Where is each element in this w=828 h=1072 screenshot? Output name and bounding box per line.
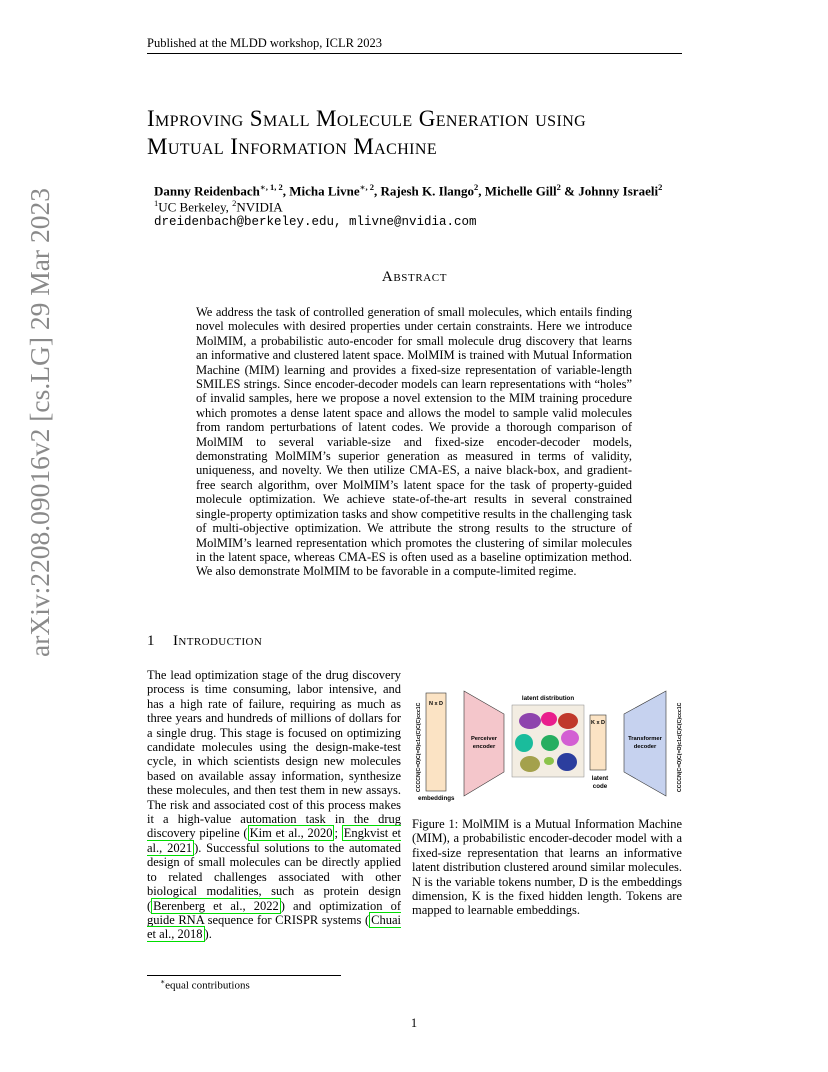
cluster-blue bbox=[557, 753, 577, 771]
author-affiliation-mark: ∗, 2 bbox=[359, 182, 374, 192]
footnote-mark: ∗ bbox=[160, 977, 166, 986]
latent-distribution-label: latent distribution bbox=[521, 695, 575, 702]
cluster-pink bbox=[541, 712, 557, 726]
output-smiles-label: CCCCN(C=O)C(=O)c1c(C)C(C)ccc1C bbox=[677, 702, 683, 792]
decoder-label-line-2: decoder bbox=[633, 744, 657, 750]
introduction-paragraph bbox=[147, 668, 401, 942]
arxiv-identifier: arXiv:2208.09016v2 [cs.LG] 29 Mar 2023 bbox=[24, 188, 55, 657]
embeddings-box bbox=[426, 693, 446, 791]
running-header: Published at the MLDD workshop, ICLR 2023 bbox=[147, 36, 383, 50]
abstract-body: We address the task of controlled generation of small molecules, which entails finding novel molecules with desired properties under certain constraints. Here we introduce MolMIM, a probabilistic auto-encoder for small molecule drug discovery that learns an informative and clustered latent space. MolMIM is trained with Mutual Information Machine (MIM) learning and provides a fixed-size representation of variable-length SMILES strings. Since encoder-decoder models can learn representations with “holes” of invalid samples, here we propose a novel extension to the MIM training procedure which promotes a dense latent space and allows the model to sample valid molecules from random perturbations of latent codes. We provide a thorough comparison of MolMIM to several variable-size and fixed-size encoder-decoder models, demonstrating MolMIM’s superior generation as measured in terms of validity, uniqueness, and novelty. We then utilize CMA-ES, a naive black-box, and gradient-free search algorithm, over MolMIM’s latent space for the task of property-guided molecule optimization. We achieve state-of-the-art results in several constrained single-property optimization tasks and show competitive results in the challenging task of multi-objective optimization. We attribute the strong results to the structure of MolMIM’s learned representation which promotes the clustering of similar molecules in the latent space, whereas CMA-ES is often used as a baseline optimization method. We also demonstrate MolMIM to be favorable in a compute-limited regime. bbox=[196, 305, 632, 579]
cluster-magenta bbox=[561, 730, 579, 746]
cluster-olive bbox=[520, 756, 540, 772]
page-number: 1 bbox=[410, 1016, 418, 1030]
nxd-label: N x D bbox=[428, 701, 444, 707]
footnote-rule bbox=[147, 975, 341, 976]
affiliations bbox=[154, 198, 283, 215]
author-name: Rajesh K. Ilango bbox=[380, 183, 475, 199]
author-affiliation-mark: 2 bbox=[474, 182, 479, 192]
arxiv-sidebar bbox=[22, 188, 58, 683]
author-separator: & bbox=[560, 183, 579, 199]
author-affiliation-mark: 2 bbox=[658, 182, 663, 192]
cluster-purple bbox=[519, 713, 541, 729]
author-separator: , bbox=[374, 183, 381, 199]
citation-link[interactable]: Chuai et al., 2018 bbox=[147, 912, 401, 942]
author-emails: dreidenbach@berkeley.edu, mlivne@nvidia.com bbox=[154, 215, 477, 229]
author-name: Michelle Gill bbox=[484, 183, 557, 199]
latent-code-label-line-1: latent bbox=[591, 775, 609, 782]
footnote-text: equal contributions bbox=[165, 979, 250, 992]
citation-link[interactable]: Engkvist et al., 2021 bbox=[147, 826, 402, 855]
cluster-lime bbox=[544, 757, 554, 765]
intro-text: ; bbox=[334, 826, 342, 841]
citation-link[interactable]: Kim et al., 2020 bbox=[249, 826, 333, 841]
abstract-heading: Abstract bbox=[381, 269, 448, 285]
encoder-label-line-2: encoder bbox=[472, 744, 496, 750]
author-list bbox=[154, 182, 662, 199]
latent-code-label-line-2: code bbox=[592, 783, 608, 790]
title-line-2: Mutual Information Machine bbox=[147, 134, 438, 159]
author-separator: , bbox=[478, 183, 485, 199]
section-title: Introduction bbox=[173, 633, 263, 649]
paper-title bbox=[147, 105, 707, 161]
section-heading bbox=[147, 633, 262, 650]
intro-text: ). Successful solutions to the automated design of small molecules can be directly applied to related challenges associated with other biological modalities, such as protein design ( bbox=[147, 840, 402, 913]
kxd-label: K x D bbox=[590, 720, 606, 726]
header-rule bbox=[147, 53, 682, 54]
affiliation-mark: 2 bbox=[232, 198, 237, 208]
cluster-red bbox=[558, 713, 578, 729]
figure-1-diagram bbox=[412, 688, 682, 800]
affiliation-name: NVIDIA bbox=[236, 199, 283, 215]
title-line-1: Improving Small Molecule Generation using bbox=[147, 106, 587, 131]
intro-text: ). bbox=[204, 927, 212, 942]
cluster-teal bbox=[515, 734, 533, 752]
author-affiliation-mark: 2 bbox=[556, 182, 561, 192]
author-affiliation-mark: ∗, 1, 2 bbox=[259, 182, 283, 192]
author-name: Micha Livne bbox=[289, 183, 360, 199]
affiliation-mark: 1 bbox=[154, 198, 159, 208]
embeddings-label: embeddings bbox=[418, 795, 455, 802]
intro-text: The lead optimization stage of the drug discovery process is time consuming, labor intensive, and has a high rate of failure, requiring as much as three years and hundreds of millions of dollars for a single drug. This stage is focused on optimizing candidate molecules using the design-make-test cycle, in which scientists design new molecules based on available assay information, synthesize these molecules, and then test them in new assays. The risk and associated cost of this process makes it a high-value automation task in the drug discovery pipeline ( bbox=[147, 668, 401, 841]
author-name: Johnny Israeli bbox=[578, 183, 659, 199]
cluster-green bbox=[541, 735, 559, 751]
author-separator: , bbox=[282, 183, 290, 199]
affiliation-name: UC Berkeley, bbox=[158, 199, 233, 215]
citation-link[interactable]: Berenberg et al., 2022 bbox=[153, 898, 279, 913]
section-number: 1 bbox=[147, 633, 155, 649]
intro-text: ) and optimization of guide RNA sequence for CRISPR systems ( bbox=[147, 898, 402, 927]
decoder-label-line-1: Transformer bbox=[628, 736, 662, 742]
encoder-label-line-1: Perceiver bbox=[470, 736, 498, 742]
author-name: Danny Reidenbach bbox=[154, 183, 260, 199]
footnote bbox=[160, 977, 250, 992]
input-smiles-label: CCCCN(C=O)C(=O)c1c(C)C(C)ccc1C bbox=[416, 702, 422, 792]
figure-1-caption: Figure 1: MolMIM is a Mutual Information Machine (MIM), a probabilistic encoder-decoder model with a fixed-size representation that learns an informative latent distribution clustered around similar molecules. N is the variable tokens number, D is the embeddings dimension, K is the fixed hidden length. Tokens are mapped to learnable embeddings. bbox=[412, 817, 682, 918]
